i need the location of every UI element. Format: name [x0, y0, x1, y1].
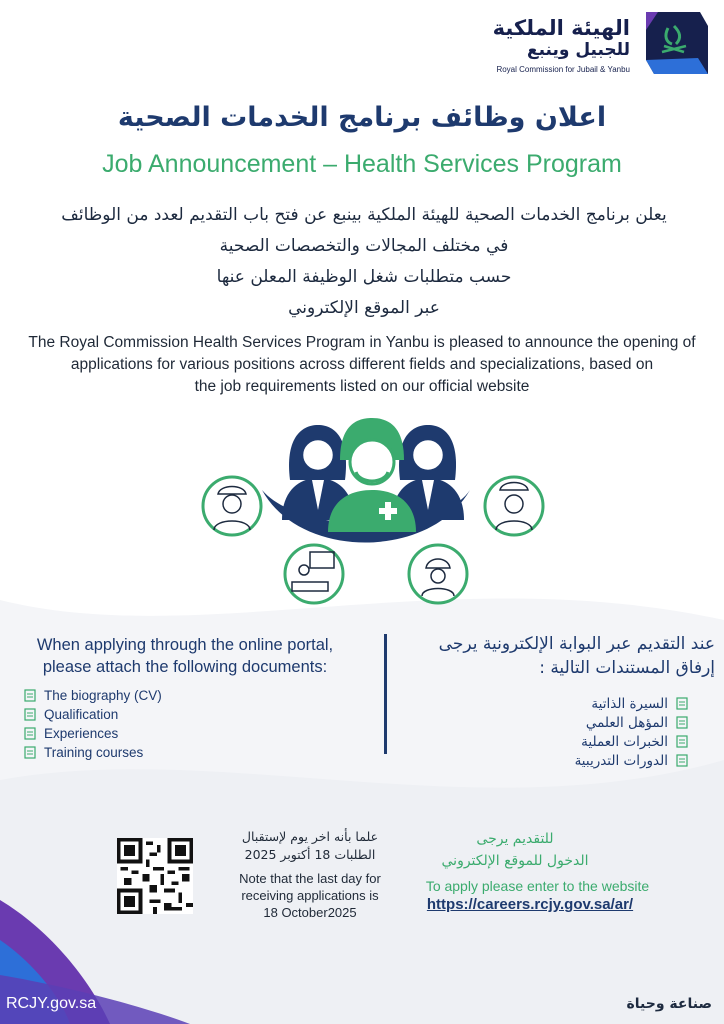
- note-line: Note that the last day for: [239, 871, 381, 886]
- careers-website-link[interactable]: https://careers.rcjy.gov.sa/ar/: [426, 896, 634, 913]
- list-item-label: The biography (CV): [44, 688, 162, 703]
- list-item: [24, 743, 264, 762]
- heading-line: إرفاق المستندات التالية :: [539, 658, 715, 678]
- list-item: [24, 724, 264, 743]
- nurse-icon: [485, 477, 543, 535]
- documents-heading-english: [10, 634, 360, 678]
- document-icon: [24, 689, 36, 702]
- list-item: [488, 713, 688, 732]
- apply-instructions-arabic: [400, 828, 630, 872]
- logo-english: Royal Commission for Jubail & Yanbu: [496, 65, 630, 74]
- heading-line: When applying through the online portal,: [36, 636, 334, 654]
- arabic-line: عبر الموقع الإلكتروني: [288, 298, 440, 318]
- note-line: 18 October2025: [263, 905, 357, 920]
- list-item-label: السيرة الذاتية: [591, 695, 668, 712]
- arabic-line: يعلن برنامج الخدمات الصحية للهيئة الملكية بينبع عن فتح باب التقديم لعدد من الوظائف: [61, 205, 667, 225]
- footer-slogan: صناعة وحياة: [626, 996, 712, 1012]
- heading-line: عند التقديم عبر البوابة الإلكترونية يرجى: [438, 634, 715, 654]
- documents-list-english: [24, 686, 264, 762]
- logo-mark-icon: [638, 8, 710, 80]
- english-announcement: [4, 332, 720, 398]
- logo-arabic-line1: الهيئة الملكية: [492, 16, 630, 40]
- documents-heading-arabic: [410, 632, 715, 680]
- document-icon: [676, 697, 688, 710]
- list-item: [24, 705, 264, 724]
- apply-line: للتقديم يرجى: [476, 831, 554, 847]
- english-line: the job requirements listed on our official website: [194, 378, 530, 395]
- arabic-announcement: [14, 200, 714, 324]
- list-item: [24, 686, 264, 705]
- documents-list-arabic: [488, 694, 688, 770]
- nurse-icon: [203, 477, 261, 535]
- apply-line: الدخول للموقع الإلكتروني: [441, 853, 589, 869]
- logo-arabic-line2: للجبيل وينبع: [527, 40, 630, 60]
- note-line: receiving applications is: [241, 888, 379, 903]
- list-item: [488, 732, 688, 751]
- list-item: [488, 751, 688, 770]
- list-item-label: الخبرات العملية: [581, 733, 668, 750]
- note-line: الطلبات 18 أكتوبر 2025: [244, 847, 376, 862]
- arabic-line: في مختلف المجالات والتخصصات الصحية: [219, 236, 509, 256]
- list-item-label: المؤهل العلمي: [585, 714, 668, 731]
- apply-instructions-english: To apply please enter to the website: [425, 878, 650, 894]
- deadline-note-arabic: [220, 828, 400, 864]
- english-line: applications for various positions across different fields and specializations, based on: [70, 356, 654, 373]
- list-item-label: Training courses: [44, 745, 144, 760]
- section-divider: [384, 634, 387, 754]
- list-item: [488, 694, 688, 713]
- note-line: علما بأنه اخر يوم لإستقبال: [241, 829, 379, 844]
- english-line: The Royal Commission Health Services Program in Yanbu is pleased to announce the opening of: [28, 334, 696, 351]
- list-item-label: Qualification: [44, 707, 119, 722]
- rcjy-logo: [470, 8, 710, 80]
- list-item-label: الدورات التدريبية: [574, 752, 668, 769]
- document-icon: [24, 746, 36, 759]
- engineer-icon: [409, 545, 467, 603]
- qr-code-icon[interactable]: [117, 838, 193, 914]
- page-title-english: Job Announcement – Health Services Program: [102, 150, 622, 178]
- document-icon: [676, 735, 688, 748]
- health-staff-illustration: [0, 410, 724, 610]
- document-icon: [676, 716, 688, 729]
- page-title-arabic: اعلان وظائف برنامج الخدمات الصحية: [117, 102, 607, 133]
- heading-line: please attach the following documents:: [42, 658, 328, 676]
- document-icon: [24, 727, 36, 740]
- presenter-icon: [285, 545, 343, 603]
- list-item-label: Experiences: [44, 726, 119, 741]
- arabic-line: حسب متطلبات شغل الوظيفة المعلن عنها: [216, 267, 512, 287]
- document-icon: [24, 708, 36, 721]
- document-icon: [676, 754, 688, 767]
- deadline-note-english: [220, 870, 400, 921]
- footer-website[interactable]: RCJY.gov.sa: [6, 995, 97, 1012]
